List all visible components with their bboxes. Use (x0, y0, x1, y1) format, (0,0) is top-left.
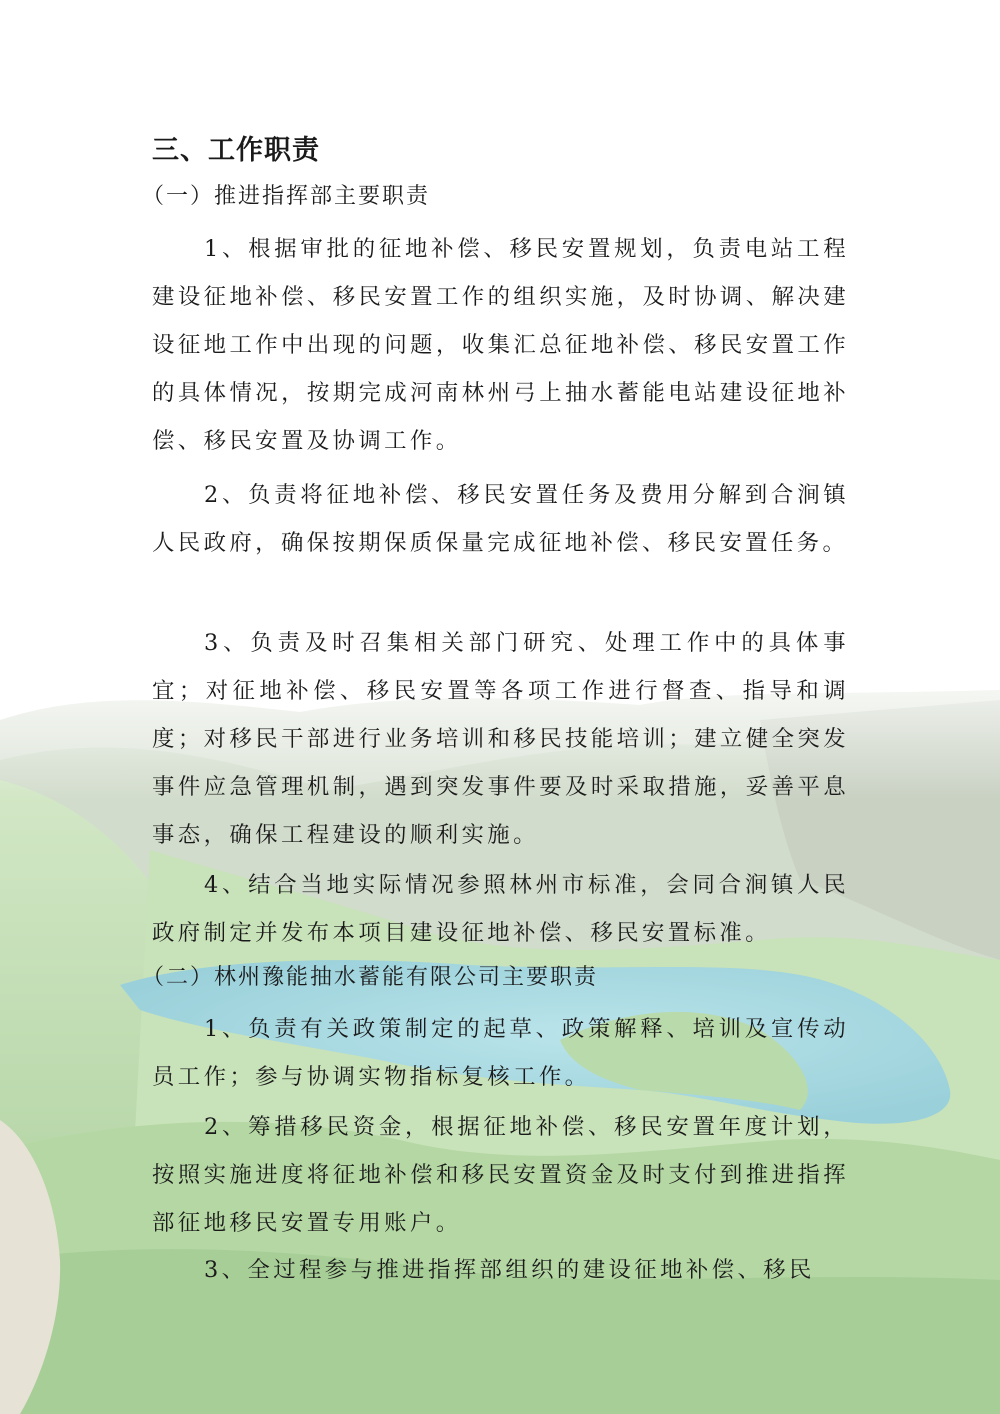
paragraph-1-2: 2、负责将征地补偿、移民安置任务及费用分解到合涧镇人民政府，确保按期保质保量完成征地补偿、移民安置任务。 (152, 482, 849, 556)
paragraph-2-1: 1、负责有关政策制定的起草、政策解释、培训及宣传动员工作；参与协调实物指标复核工作。 (152, 1016, 849, 1090)
paragraph-1-1: 1、根据审批的征地补偿、移民安置规划，负责电站工程建设征地补偿、移民安置工作的组织实施，及时协调、解决建设征地工作中出现的问题，收集汇总征地补偿、移民安置工作的具体情况，按期完成河南林州弓上抽水蓄能电站建设征地补偿、移民安置及协调工作。 (152, 236, 849, 454)
paragraph-2-3: 3、全过程参与推进指挥部组织的建设征地补偿、移民 (204, 1257, 815, 1283)
subsection-title-1: （一）推进指挥部主要职责 (142, 184, 431, 209)
subsection-title-2: （二）林州豫能抽水蓄能有限公司主要职责 (142, 965, 599, 990)
paragraph-2-2: 2、筹措移民资金，根据征地补偿、移民安置年度计划，按照实施进度将征地补偿和移民安置资金及时支付到推进指挥部征地移民安置专用账户。 (152, 1114, 849, 1236)
paragraph-1-3: 3、负责及时召集相关部门研究、处理工作中的具体事宜；对征地补偿、移民安置等各项工作进行督查、指导和调度；对移民干部进行业务培训和移民技能培训；建立健全突发事件应急管理机制，遇到突发事件要及时采取措施，妥善平息事态，确保工程建设的顺利实施。 (152, 630, 849, 848)
paragraph-1-4: 4、结合当地实际情况参照林州市标准，会同合涧镇人民政府制定并发布本项目建设征地补偿、移民安置标准。 (152, 872, 849, 946)
section-heading: 三、工作职责 (152, 135, 320, 166)
